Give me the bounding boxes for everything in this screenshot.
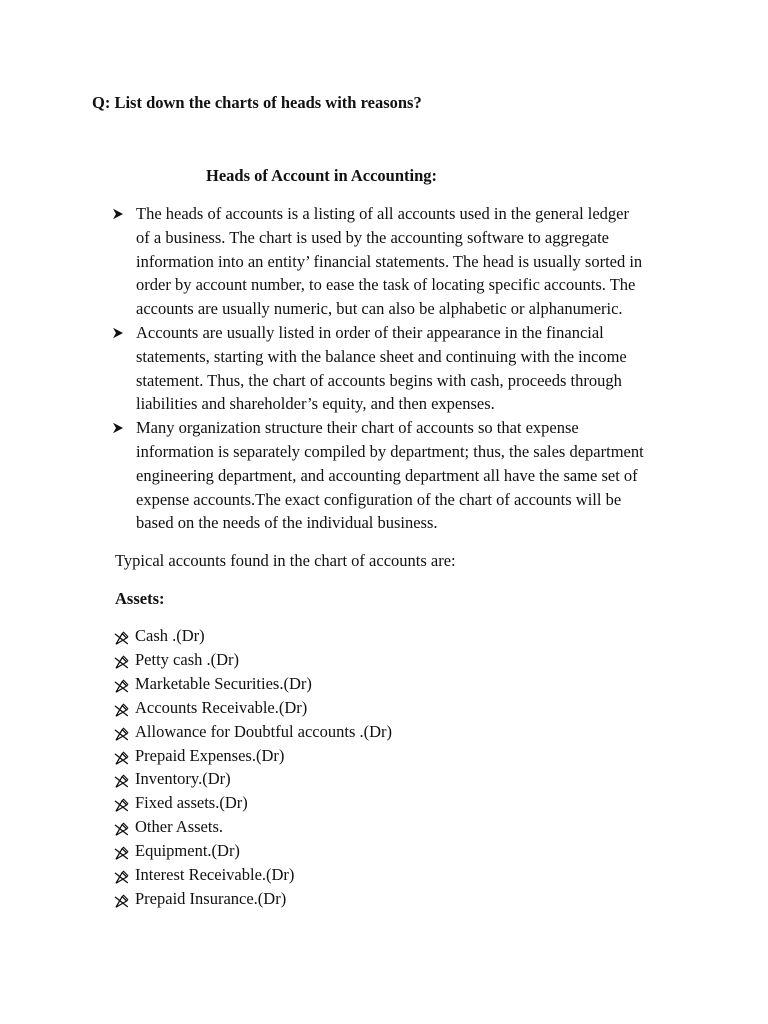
asset-label: Prepaid Insurance.(Dr): [135, 888, 287, 908]
crossed-pen-bullet-icon: [114, 749, 129, 764]
asset-list-item: [114, 744, 392, 768]
bullet-text-line: information is separately compiled by department; thus, the sales department: [136, 441, 644, 461]
asset-label: Petty cash .(Dr): [135, 649, 240, 669]
bullet-item: [112, 416, 692, 535]
assets-list: [114, 624, 392, 911]
bullet-text-line: engineering department, and accounting department all have the same set of: [136, 465, 638, 485]
asset-label: Other Assets.: [135, 817, 223, 837]
bullet-text-line: statements, starting with the balance sheet and continuing with the income: [136, 346, 627, 366]
asset-list-item: [114, 720, 392, 744]
crossed-pen-bullet-icon: [114, 653, 129, 668]
accounts-intro: Typical accounts found in the chart of accounts are:: [115, 551, 456, 570]
asset-label: Accounts Receivable.(Dr): [135, 697, 308, 717]
crossed-pen-bullet-icon: [114, 629, 129, 644]
asset-label: Prepaid Expenses.(Dr): [135, 745, 285, 765]
crossed-pen-bullet-icon: [114, 892, 129, 907]
asset-list-item: [114, 839, 392, 863]
crossed-pen-bullet-icon: [114, 772, 129, 787]
asset-list-item: [114, 696, 392, 720]
crossed-pen-bullet-icon: [114, 820, 129, 835]
crossed-pen-bullet-icon: [114, 677, 129, 692]
bullet-text-line: order by account number, to ease the task of locating specific accounts. The: [136, 275, 636, 295]
asset-label: Fixed assets.(Dr): [135, 793, 248, 813]
crossed-pen-bullet-icon: [114, 701, 129, 716]
asset-label: Interest Receivable.(Dr): [135, 865, 295, 885]
crossed-pen-bullet-icon: [114, 868, 129, 883]
bullet-list: [112, 202, 692, 535]
arrowhead-bullet-icon: [112, 416, 126, 440]
asset-label: Allowance for Doubtful accounts .(Dr): [135, 721, 393, 741]
bullet-text-line: Accounts are usually listed in order of their appearance in the financial: [136, 322, 604, 342]
bullet-text-line: The heads of accounts is a listing of all accounts used in the general ledger: [136, 204, 630, 223]
bullet-text-line: information into an entity’ financial statements. The head is usually sorted in: [136, 251, 643, 271]
asset-label: Equipment.(Dr): [135, 841, 240, 861]
bullet-item: [112, 202, 692, 321]
crossed-pen-bullet-icon: [114, 725, 129, 740]
bullet-text-line: of a business. The chart is used by the accounting software to aggregate: [136, 227, 610, 247]
bullet-text-line: statement. Thus, the chart of accounts begins with cash, proceeds through: [136, 370, 622, 390]
arrowhead-bullet-icon: [112, 202, 126, 226]
asset-list-item: [114, 791, 392, 815]
question-heading: Q: List down the charts of heads with reasons?: [92, 93, 422, 112]
asset-label: Marketable Securities.(Dr): [135, 673, 312, 693]
assets-heading: Assets:: [115, 589, 165, 608]
section-heading: Heads of Account in Accounting:: [206, 166, 438, 185]
asset-list-item: [114, 624, 392, 648]
asset-label: Cash .(Dr): [135, 626, 205, 645]
asset-list-item: [114, 767, 392, 791]
crossed-pen-bullet-icon: [114, 796, 129, 811]
asset-list-item: [114, 815, 392, 839]
asset-list-item: [114, 887, 392, 911]
bullet-text-line: Many organization structure their chart of accounts so that expense: [136, 418, 579, 438]
bullet-item: [112, 321, 692, 416]
crossed-pen-bullet-icon: [114, 844, 129, 859]
bullet-text-line: liabilities and shareholder’s equity, and then expenses.: [136, 394, 495, 414]
arrowhead-bullet-icon: [112, 321, 126, 345]
bullet-text-line: accounts are usually numeric, but can also be alphabetic or alphanumeric.: [136, 299, 623, 319]
asset-label: Inventory.(Dr): [135, 769, 231, 789]
asset-list-item: [114, 672, 392, 696]
bullet-text-line: based on the needs of the individual business.: [136, 513, 438, 533]
asset-list-item: [114, 648, 392, 672]
bullet-text-line: expense accounts.The exact configuration of the chart of accounts will be: [136, 489, 622, 509]
asset-list-item: [114, 863, 392, 887]
